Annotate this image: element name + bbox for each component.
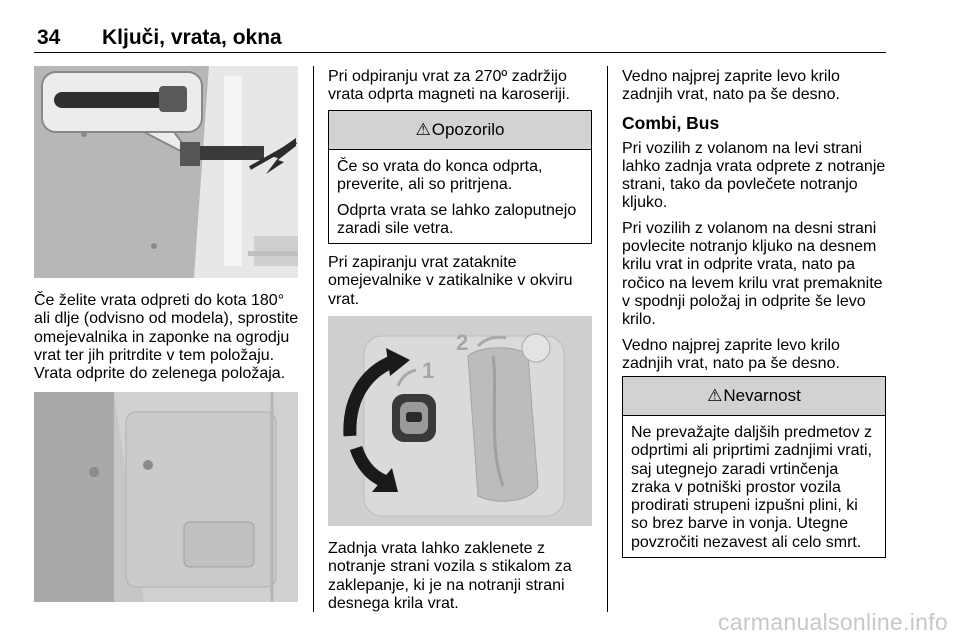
warning-box <box>328 110 592 244</box>
col3-para3: Pri vozilih z volanom na desni strani povlecite notranjo kljuko na desnem krilu vrat in odprite vrata, nato pa ročico na levem krilu vrat premaknite v spodnji položaj in odprite še levo krilo. <box>622 219 883 329</box>
page-title: Ključi, vrata, okna <box>102 26 282 49</box>
door-interior-illustration <box>34 392 298 602</box>
col2-para1: Pri odpiranju vrat za 270º zadržijo vrata odprta magneti na karoseriji. <box>328 68 570 104</box>
warning-box-header <box>329 111 591 150</box>
col2-mid <box>328 254 594 316</box>
warning-box-p1: Če so vrata do konca odprta, preverite, ali so pritrjena. <box>337 158 543 194</box>
col3-text <box>622 68 888 380</box>
danger-box <box>622 376 886 558</box>
warning-box-p2: Odprta vrata se lahko zaloputnejo zaradi sile vetra. <box>337 201 577 237</box>
header-rule <box>34 52 886 53</box>
switch-position-1-label: 1 <box>422 358 435 383</box>
danger-box-header <box>623 377 885 416</box>
col3-para4: Vedno najprej zaprite levo krilo zadnjih vrat, nato pa še desno. <box>622 336 840 372</box>
combi-bus-heading: Combi, Bus <box>622 112 720 133</box>
warning-box-body <box>329 150 591 243</box>
warning-triangle-icon: ⚠ <box>415 120 431 139</box>
danger-box-body <box>623 416 885 557</box>
col1-caption-block <box>34 292 302 390</box>
switch-position-2-label: 2 <box>456 330 469 355</box>
door-strap-illustration <box>34 66 298 278</box>
col3-para2: Pri vozilih z volanom na levi strani lahko zadnja vrata odprete z notranje strani, tako da povlečete notranjo kljuko. <box>622 139 886 212</box>
col1-caption: Če želite vrata odpreti do kota 180° ali dlje (odvisno od modela), sprostite omejevalnika in zaponke na ogrodju vrat ter jih pritrdite v tem položaju. Vrata odprite do zelenega položaja. <box>34 292 299 383</box>
col2-bottom <box>328 540 594 620</box>
column-divider-1 <box>313 66 314 612</box>
col2-intro <box>328 68 594 112</box>
warning-box-title: Opozorilo <box>431 120 505 139</box>
col3-para1: Vedno najprej zaprite levo krilo zadnjih vrat, nato pa še desno. <box>622 68 840 104</box>
lock-switch-illustration <box>328 316 592 526</box>
column-divider-2 <box>607 66 608 612</box>
col2-para2: Pri zapiranju vrat zataknite omejevalnike v zatikalnike v okviru vrat. <box>328 254 573 308</box>
danger-triangle-icon: ⚠ <box>707 386 723 405</box>
col2-para3: Zadnja vrata lahko zaklenete z notranje strani vozila s stikalom za zaklepanje, ki je na notranji strani desnega krila vrat. <box>328 540 572 612</box>
danger-box-p1: Ne prevažajte daljših predmetov z odprtimi ali priprtimi zadnjimi vrati, saj utegnejo zaradi vrtinčenja zraka v potniški prostor vozila prodirati strupeni izpušni plini, ki so brez barve in vonja. Utegne povzročiti nezavest ali celo smrt. <box>631 424 873 551</box>
watermark: carmanualsonline.info <box>717 609 948 635</box>
page-number: 34 <box>37 26 61 49</box>
danger-box-title: Nevarnost <box>723 386 801 405</box>
